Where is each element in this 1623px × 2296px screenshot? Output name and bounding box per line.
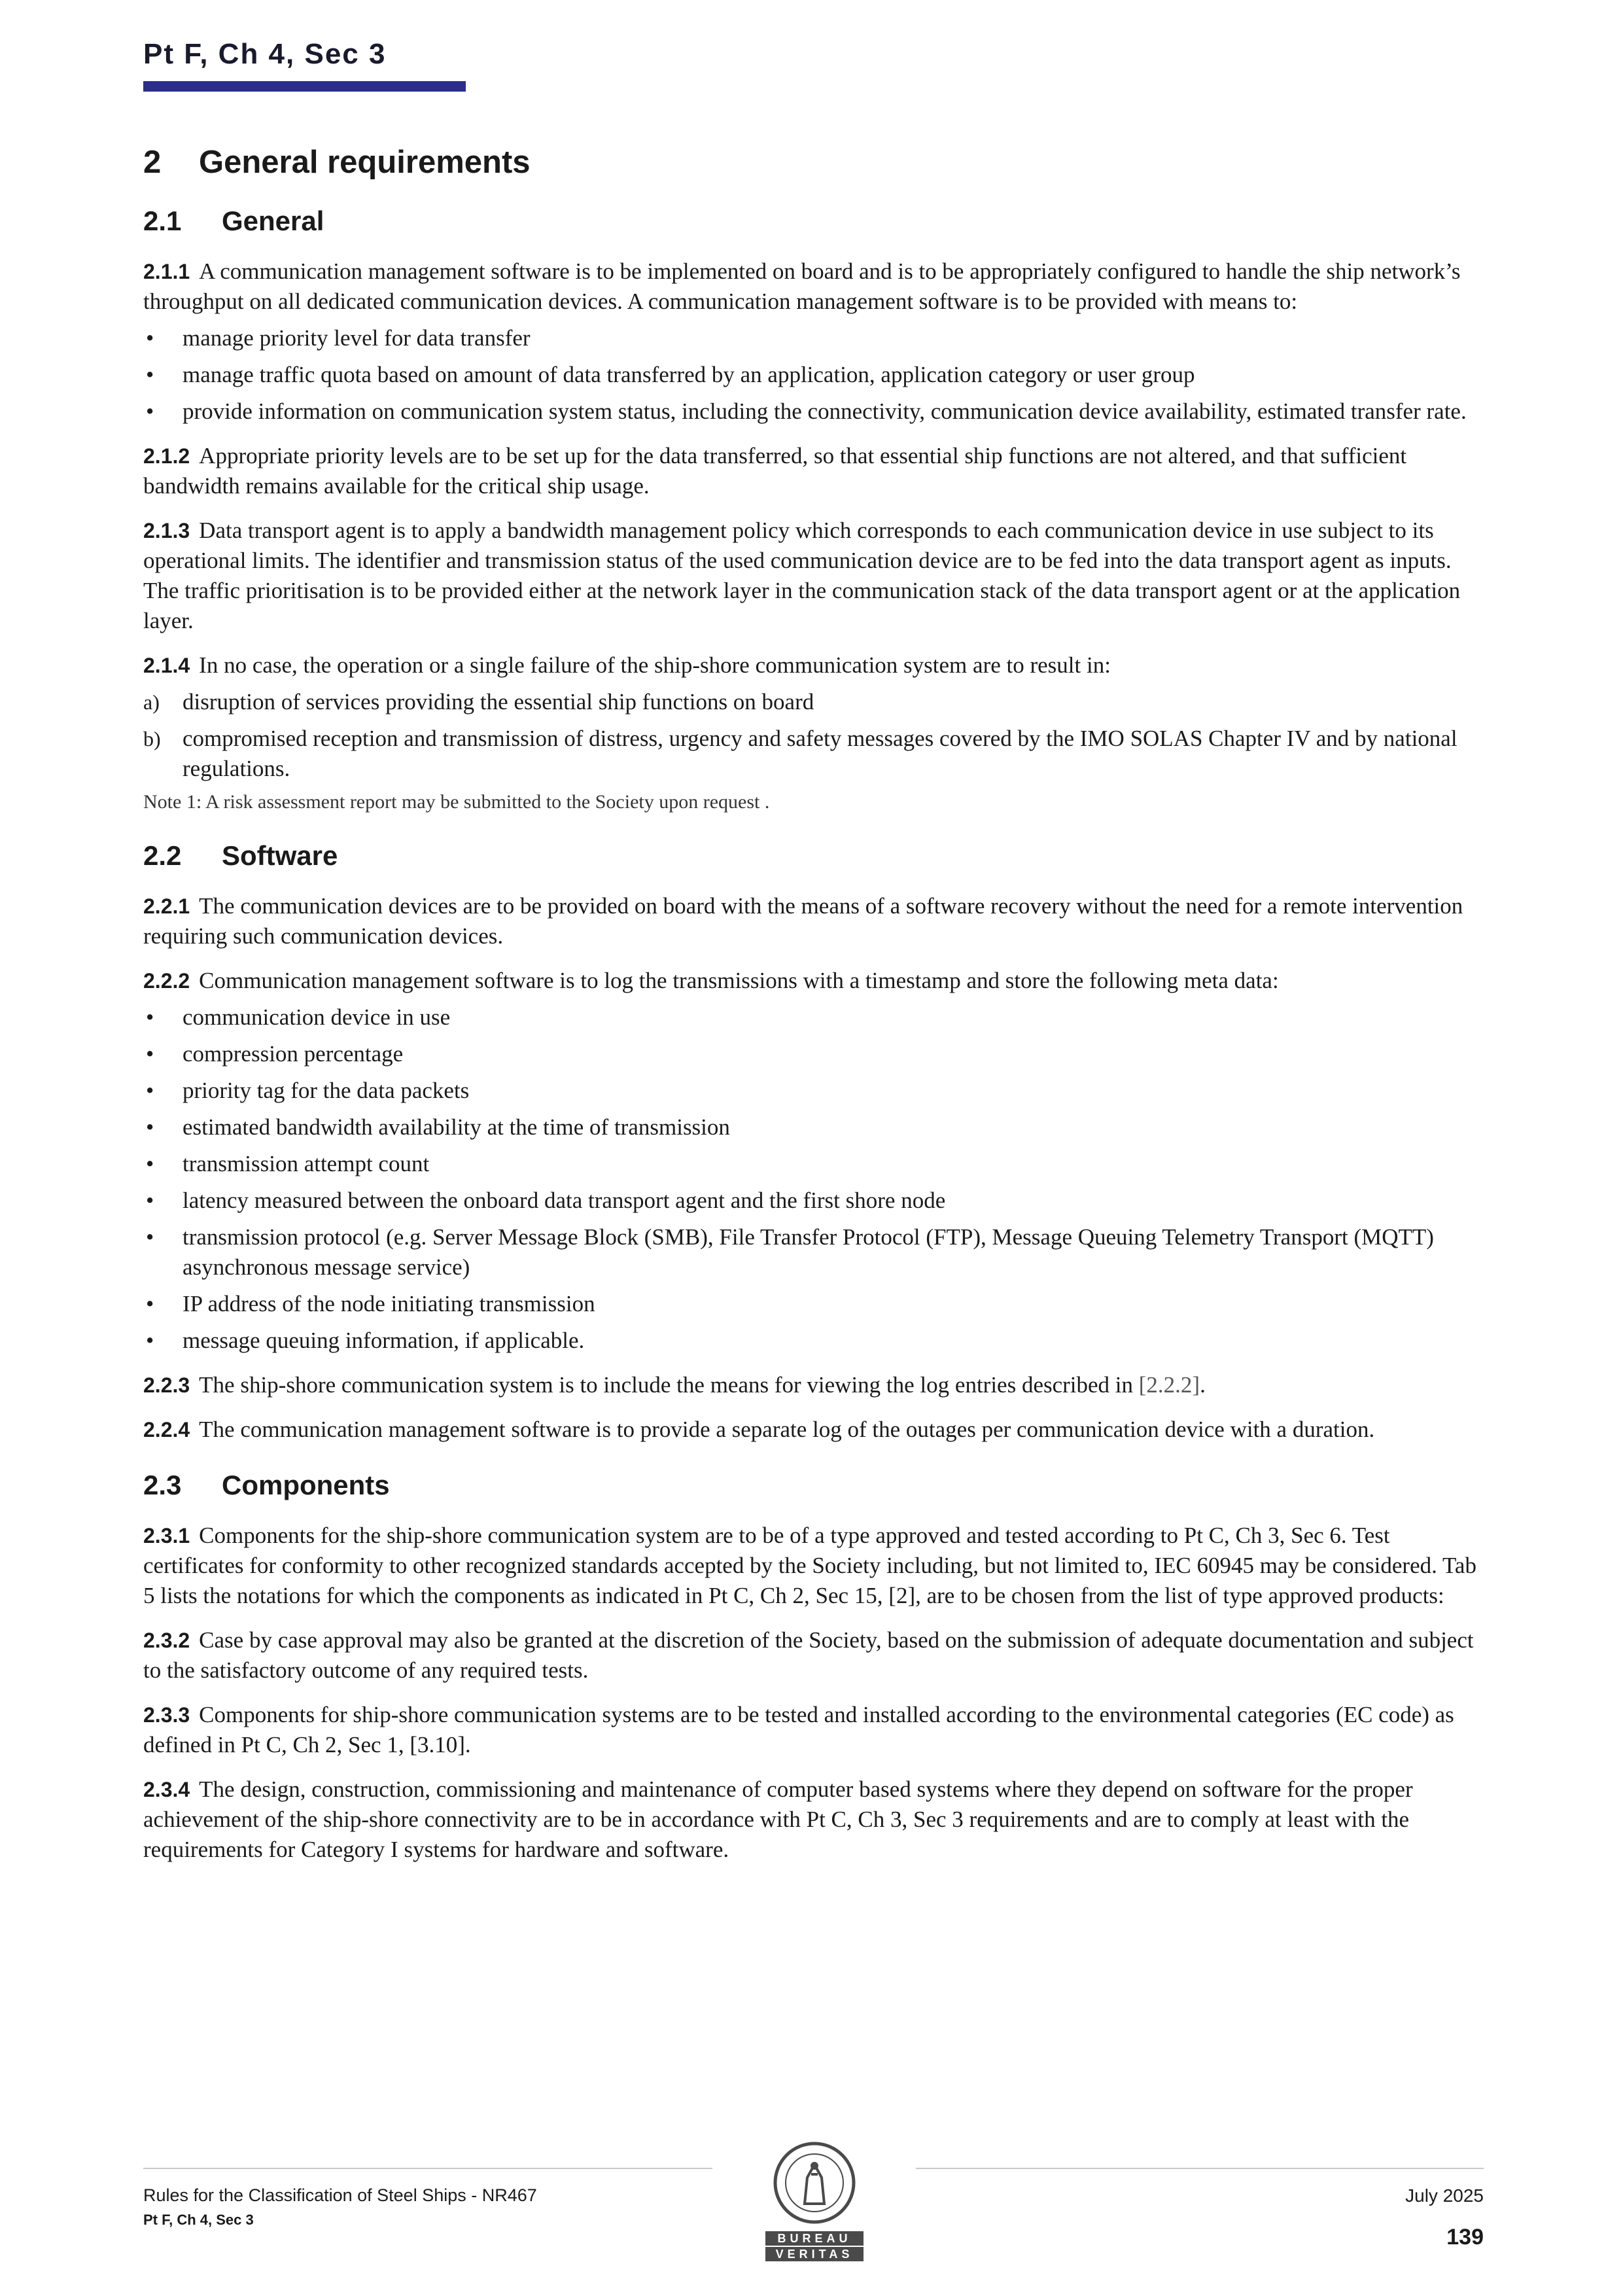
document-body (143, 144, 1484, 1879)
paragraph-2-2-3: 2.2.3 The ship-shore communication system is to include the means for viewing the log entries described in [2.2.2]. (143, 1372, 1206, 1398)
footer-section-ref: Pt F, Ch 4, Sec 3 (143, 2212, 254, 2228)
section-title: General requirements (199, 145, 531, 180)
section-number: 2 (143, 145, 162, 180)
page-number: 139 (1446, 2225, 1484, 2250)
list-item: • transmission protocol (e.g. Server Message Block (SMB), File Transfer Protocol (FTP), Message Queuing Telemetry Transport (MQTT) asynchronous message service) (146, 1224, 1434, 1280)
page-header-title: Pt F, Ch 4, Sec 3 (143, 38, 387, 70)
paragraph-2-3-3: 2.3.3 Components for ship-shore communication systems are to be tested and installed according to the environmental categories (EC code) as defined in Pt C, Ch 2, Sec 1, [3.10]. (143, 1702, 1454, 1757)
paragraph-2-1-3: 2.1.3 Data transport agent is to apply a bandwidth management policy which corresponds to each communication device in use subject to its operational limits. The identifier and transmission status of the used communication device are to be fed into the data transport agent as inputs. The traffic prioritisation is to be provided either at the network layer in the communication stack of the data transport agent or at the application layer. (143, 518, 1461, 633)
subsection-heading-2-1: 2.1 General (143, 205, 324, 236)
list-item: • latency measured between the onboard data transport agent and the first shore node (146, 1188, 946, 1213)
list-item: • manage priority level for data transfer (146, 325, 531, 351)
lettered-list-2-1-4 (143, 687, 1484, 784)
list-item: a) disruption of services providing the essential ship functions on board (143, 689, 814, 715)
logo-text-bureau: BUREAU (765, 2231, 864, 2246)
list-item: • compression percentage (146, 1041, 404, 1067)
list-item: • message queuing information, if applicable. (146, 1328, 585, 1353)
paragraph-2-3-2: 2.3.2 Case by case approval may also be granted at the discretion of the Society, based on the submission of adequate documentation and subject to the satisfactory outcome of any required tests. (143, 1627, 1474, 1683)
cross-reference-link[interactable]: [2.2.2] (1138, 1372, 1200, 1398)
paragraph-2-1-1: 2.1.1 A communication management software is to be implemented on board and is to be appropriately configured to handle the ship network’s throughput on all dedicated communication devices. A communication management software is to be provided with means to: (143, 258, 1461, 314)
list-item: • IP address of the node initiating transmission (146, 1291, 595, 1316)
bullet-list-2-1-1 (143, 323, 1484, 427)
bullet-list-2-2-2 (143, 1002, 1484, 1356)
logo-text-veritas: VERITAS (765, 2247, 864, 2261)
paragraph-2-2-2: 2.2.2 Communication management software is to log the transmissions with a timestamp and store the following meta data: (143, 968, 1279, 993)
subsection-heading-2-2: 2.2 Software (143, 840, 338, 871)
list-item: • communication device in use (146, 1004, 451, 1030)
paragraph-2-1-4: 2.1.4 In no case, the operation or a single failure of the ship-shore communication system are to result in: (143, 652, 1111, 678)
paragraph-2-3-4: 2.3.4 The design, construction, commissioning and maintenance of computer based systems where they depend on software for the proper achievement of the ship-shore connectivity are to be in accordance with Pt C, Ch 3, Sec 3 requirements and are to comply at least with the requirements for Category I systems for hardware and software. (143, 1776, 1413, 1862)
section-heading (143, 144, 1484, 181)
paragraph-2-2-1: 2.2.1 The communication devices are to be provided on board with the means of a software recovery without the need for a remote intervention requiring such communication devices. (143, 893, 1463, 949)
bureau-veritas-logo (765, 2138, 864, 2263)
paragraph-2-2-4: 2.2.4 The communication management software is to provide a separate log of the outages per communication device with a duration. (143, 1417, 1375, 1442)
footer-date: July 2025 (1405, 2185, 1484, 2206)
logo-seal-icon (765, 2138, 864, 2230)
paragraph-2-3-1: 2.3.1 Components for the ship-shore communication system are to be of a type approved and tested according to Pt C, Ch 3, Sec 6. Test certificates for conformity to other recognized standards accepted by the Society including, but not limited to, IEC 60945 may be considered. Tab 5 lists the notations for which the components as indicated in Pt C, Ch 2, Sec 15, [2], are to be chosen from the list of type approved products: (143, 1523, 1476, 1608)
list-item: • priority tag for the data packets (146, 1078, 470, 1103)
list-item: • manage traffic quota based on amount of data transferred by an application, application category or user group (146, 362, 1195, 387)
footer-document-title: Rules for the Classification of Steel Ships - NR467 (143, 2185, 537, 2205)
list-item: b) compromised reception and transmission of distress, urgency and safety messages covered by the IMO SOLAS Chapter IV and by national regulations. (143, 726, 1457, 781)
header-accent-bar (143, 81, 466, 92)
subsection-heading-2-3: 2.3 Components (143, 1470, 390, 1500)
paragraph-2-1-2: 2.1.2 Appropriate priority levels are to be set up for the data transferred, so that essential ship functions are not altered, and that sufficient bandwidth remains available for the critical ship usage. (143, 443, 1407, 499)
footer-divider-right (916, 2168, 1484, 2169)
footer-divider-left (143, 2168, 712, 2169)
list-item: • transmission attempt count (146, 1151, 430, 1176)
list-item: • estimated bandwidth availability at the time of transmission (146, 1114, 730, 1140)
note-1: Note 1: A risk assessment report may be submitted to the Society upon request . (143, 791, 770, 813)
list-item: • provide information on communication system status, including the connectivity, communication device availability, estimated transfer rate. (146, 398, 1467, 424)
